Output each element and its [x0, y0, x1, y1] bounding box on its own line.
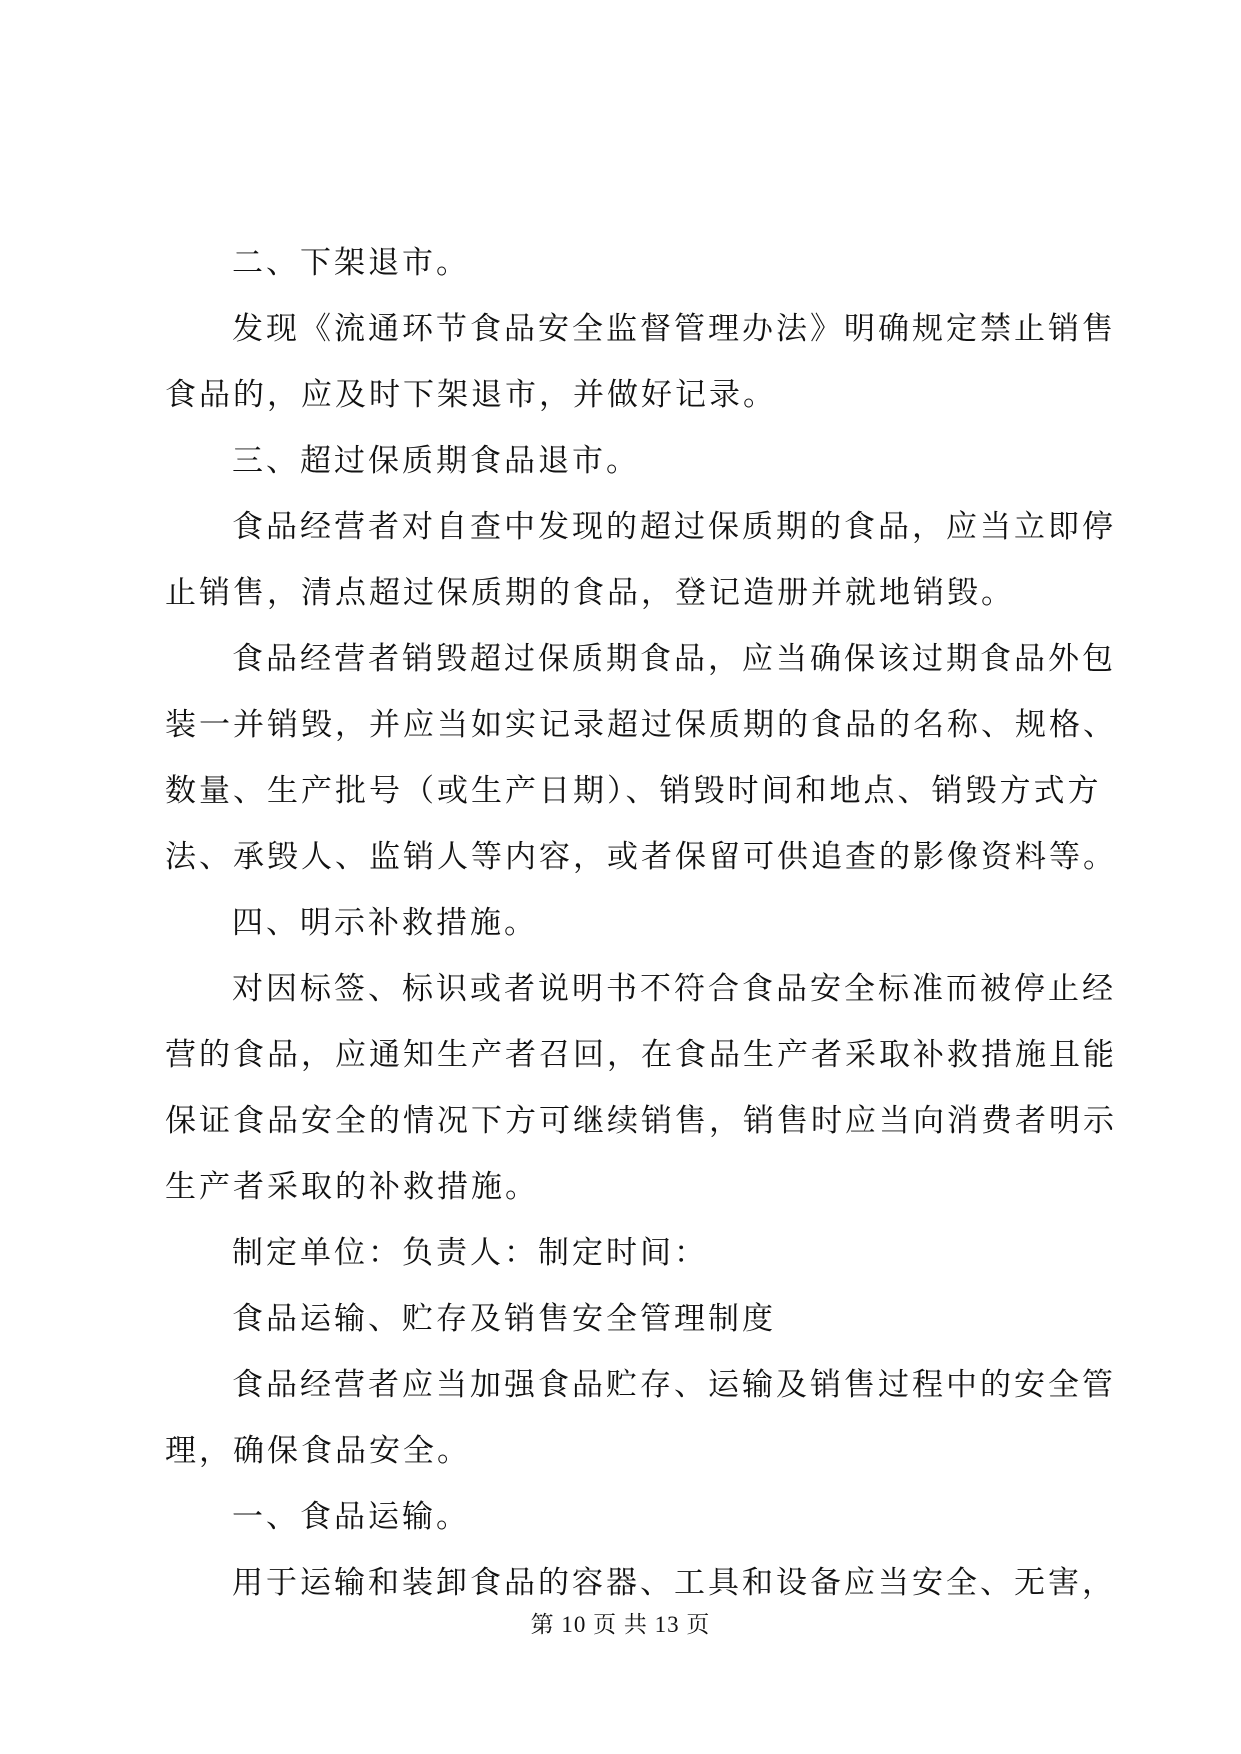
- paragraph-line: 止销售，清点超过保质期的食品，登记造册并就地销毁。: [165, 575, 1015, 611]
- paragraph-line: 食品经营者对自查中发现的超过保质期的食品，应当立即停: [232, 509, 1116, 545]
- page-number-footer: 第 10 页 共 13 页: [530, 1612, 711, 1637]
- paragraph-line: 发现《流通环节食品安全监督管理办法》明确规定禁止销售: [232, 311, 1116, 347]
- paragraph-line: 生产者采取的补救措施。: [165, 1169, 539, 1205]
- section-heading: 三、超过保质期食品退市。: [232, 443, 640, 479]
- paragraph-line: 用于运输和装卸食品的容器、工具和设备应当安全、无害，: [232, 1565, 1116, 1601]
- paragraph-line: 保证食品安全的情况下方可继续销售，销售时应当向消费者明示: [165, 1103, 1117, 1139]
- document-title: 食品运输、贮存及销售安全管理制度: [232, 1301, 776, 1337]
- paragraph-line: 对因标签、标识或者说明书不符合食品安全标准而被停止经: [232, 971, 1116, 1007]
- paragraph-line: 装一并销毁，并应当如实记录超过保质期的食品的名称、规格、: [165, 707, 1117, 743]
- paragraph-line: 食品经营者销毁超过保质期食品，应当确保该过期食品外包: [232, 641, 1116, 677]
- signature-fields: 制定单位：负责人：制定时间：: [232, 1235, 708, 1271]
- section-heading: 二、下架退市。: [232, 245, 470, 281]
- document-body: [165, 230, 1117, 1616]
- paragraph-line: 食品经营者应当加强食品贮存、运输及销售过程中的安全管: [232, 1367, 1116, 1403]
- paragraph-line: 理，确保食品安全。: [165, 1433, 471, 1469]
- paragraph-line: 食品的，应及时下架退市，并做好记录。: [165, 377, 777, 413]
- paragraph-line: 数量、生产批号（或生产日期）、销毁时间和地点、销毁方式方: [165, 773, 1102, 809]
- section-heading: 一、食品运输。: [232, 1499, 470, 1535]
- paragraph-line: 营的食品，应通知生产者召回，在食品生产者采取补救措施且能: [165, 1037, 1117, 1073]
- paragraph-line: 法、承毁人、监销人等内容，或者保留可供追查的影像资料等。: [165, 839, 1117, 875]
- section-heading: 四、明示补救措施。: [232, 905, 538, 941]
